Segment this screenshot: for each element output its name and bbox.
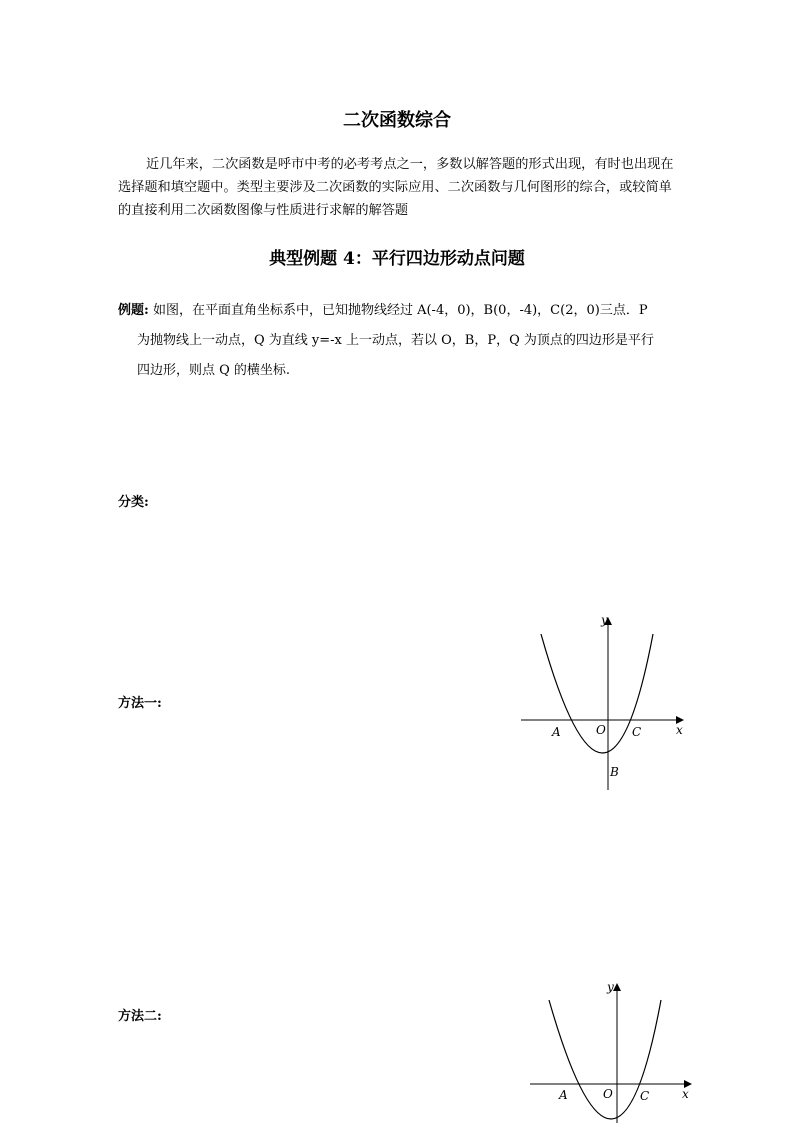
point-a-label: A bbox=[559, 1088, 568, 1102]
section-subtitle: 典型例题 4：平行四边形动点问题 bbox=[269, 249, 525, 269]
page-title: 二次函数综合 bbox=[343, 110, 451, 131]
example-line-1: 如图，在平面直角坐标系中，已知抛物线经过 A(-4，0)，B(0，-4)，C(2，0)三点．P bbox=[152, 303, 648, 318]
y-axis-label: y bbox=[607, 980, 614, 994]
intro-text: 近几年来，二次函数是呼市中考的必考考点之一，多数以解答题的形式出现，有时也出现在选择题和填空题中。类型主要涉及二次函数的实际应用、二次函数与几何图形的综合，或较简单的直接利用二次函数图像与性质进行求解的解答题 bbox=[118, 157, 674, 218]
point-b-label: B bbox=[610, 765, 619, 779]
parabola-figure-1 bbox=[515, 612, 695, 797]
origin-label: O bbox=[603, 1087, 613, 1101]
method-one-label: 方法一: bbox=[118, 696, 162, 711]
method-two-label: 方法二: bbox=[118, 1009, 162, 1024]
example-problem bbox=[118, 296, 678, 386]
y-axis-label: y bbox=[601, 613, 608, 627]
intro-paragraph bbox=[118, 153, 678, 222]
point-a-label: A bbox=[552, 725, 561, 739]
classification-label: 分类: bbox=[118, 495, 149, 510]
example-label: 例题: bbox=[118, 303, 149, 318]
example-line-2: 为抛物线上一动点，Q 为直线 y=-x 上一动点，若以 O，B，P，Q 为顶点的四边形是平行 bbox=[137, 333, 654, 348]
parabola-figure-2 bbox=[525, 978, 705, 1123]
origin-label: O bbox=[596, 723, 606, 737]
example-line-3: 四边形，则点 Q 的横坐标. bbox=[137, 363, 291, 378]
x-axis-label: x bbox=[682, 1087, 689, 1101]
x-axis-label: x bbox=[676, 723, 683, 737]
point-c-label: C bbox=[640, 1089, 650, 1103]
point-c-label: C bbox=[632, 725, 642, 739]
